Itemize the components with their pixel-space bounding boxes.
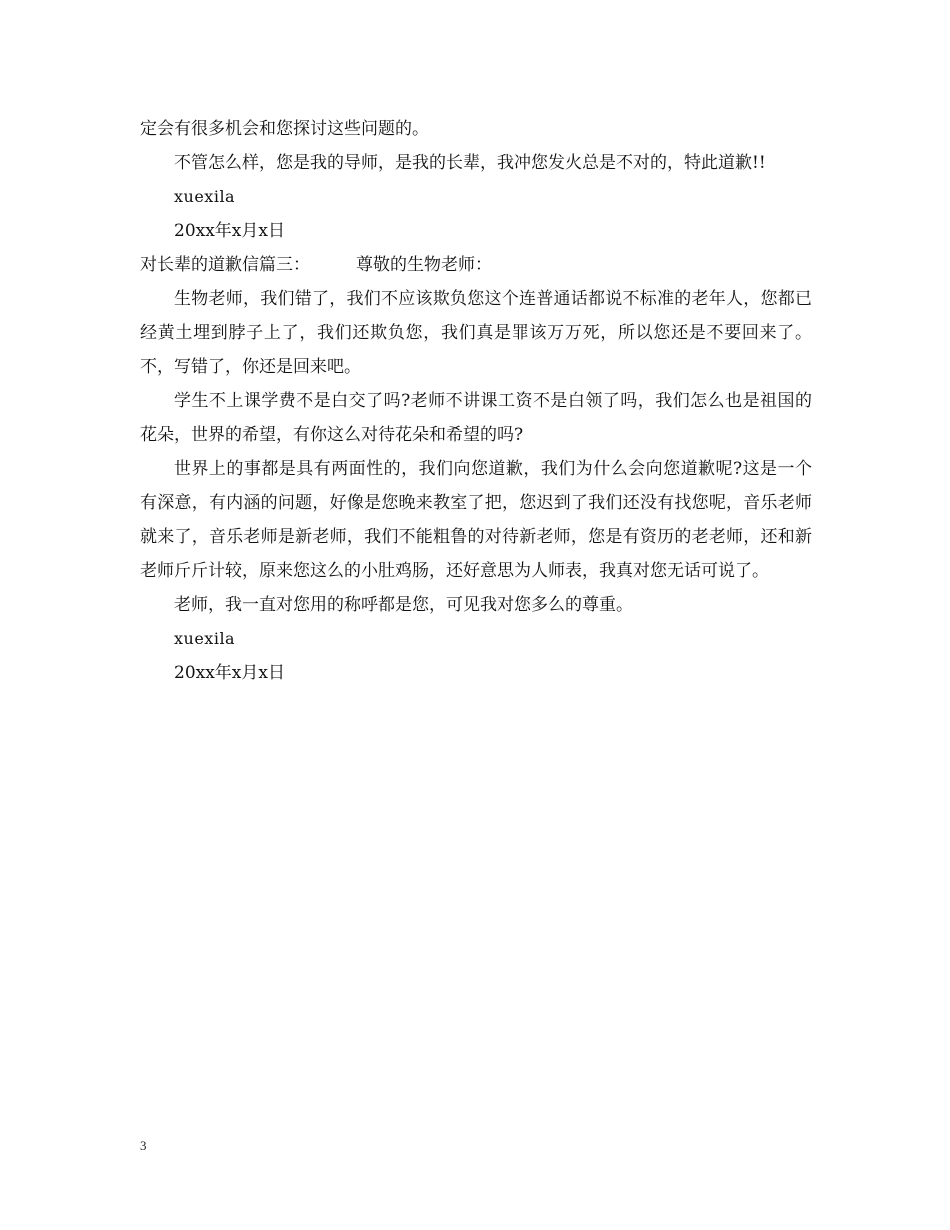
body-paragraph-1: 生物老师，我们错了，我们不应该欺负您这个连普通话都说不标准的老年人，您都已经黄土埋到脖子上了，我们还欺负您，我们真是罪该万万死，所以您还是不要回来了。不，写错了，你还是回来吧。	[140, 289, 812, 377]
body-paragraph-3: 世界上的事都是具有两面性的，我们向您道歉，我们为什么会向您道歉呢?这是一个有深意，有内涵的问题，好像是您晚来教室了把，您迟到了我们还没有找您呢，音乐老师就来了，音乐老师是新老师，我们不能粗鲁的对待新老师，您是有资历的老老师，还和新老师斤斤计较，原来您这么的小肚鸡肠，还好意思为人师表，我真对您无话可说了。	[140, 459, 812, 581]
section-heading	[140, 248, 812, 282]
section-title: 对长辈的道歉信篇三：	[140, 255, 310, 275]
signature: xuexila	[174, 629, 236, 648]
continuation-line: 定会有很多机会和您探讨这些问题的。	[140, 119, 429, 139]
salutation: 尊敬的生物老师：	[356, 255, 492, 275]
body-paragraph-4: 老师，我一直对您用的称呼都是您，可见我对您多么的尊重。	[174, 595, 633, 615]
body-paragraph-2: 学生不上课学费不是白交了吗?老师不讲课工资不是白领了吗，我们怎么也是祖国的花朵，世界的希望，有你这么对待花朵和希望的吗?	[140, 391, 812, 445]
date-line: 20xx年x月x日	[174, 663, 285, 683]
signature: xuexila	[174, 187, 236, 206]
document-body	[140, 112, 812, 690]
page-number: 3	[140, 1138, 147, 1153]
date-line: 20xx年x月x日	[174, 221, 285, 241]
apology-paragraph: 不管怎么样，您是我的导师，是我的长辈，我冲您发火总是不对的，特此道歉!!	[174, 153, 766, 173]
